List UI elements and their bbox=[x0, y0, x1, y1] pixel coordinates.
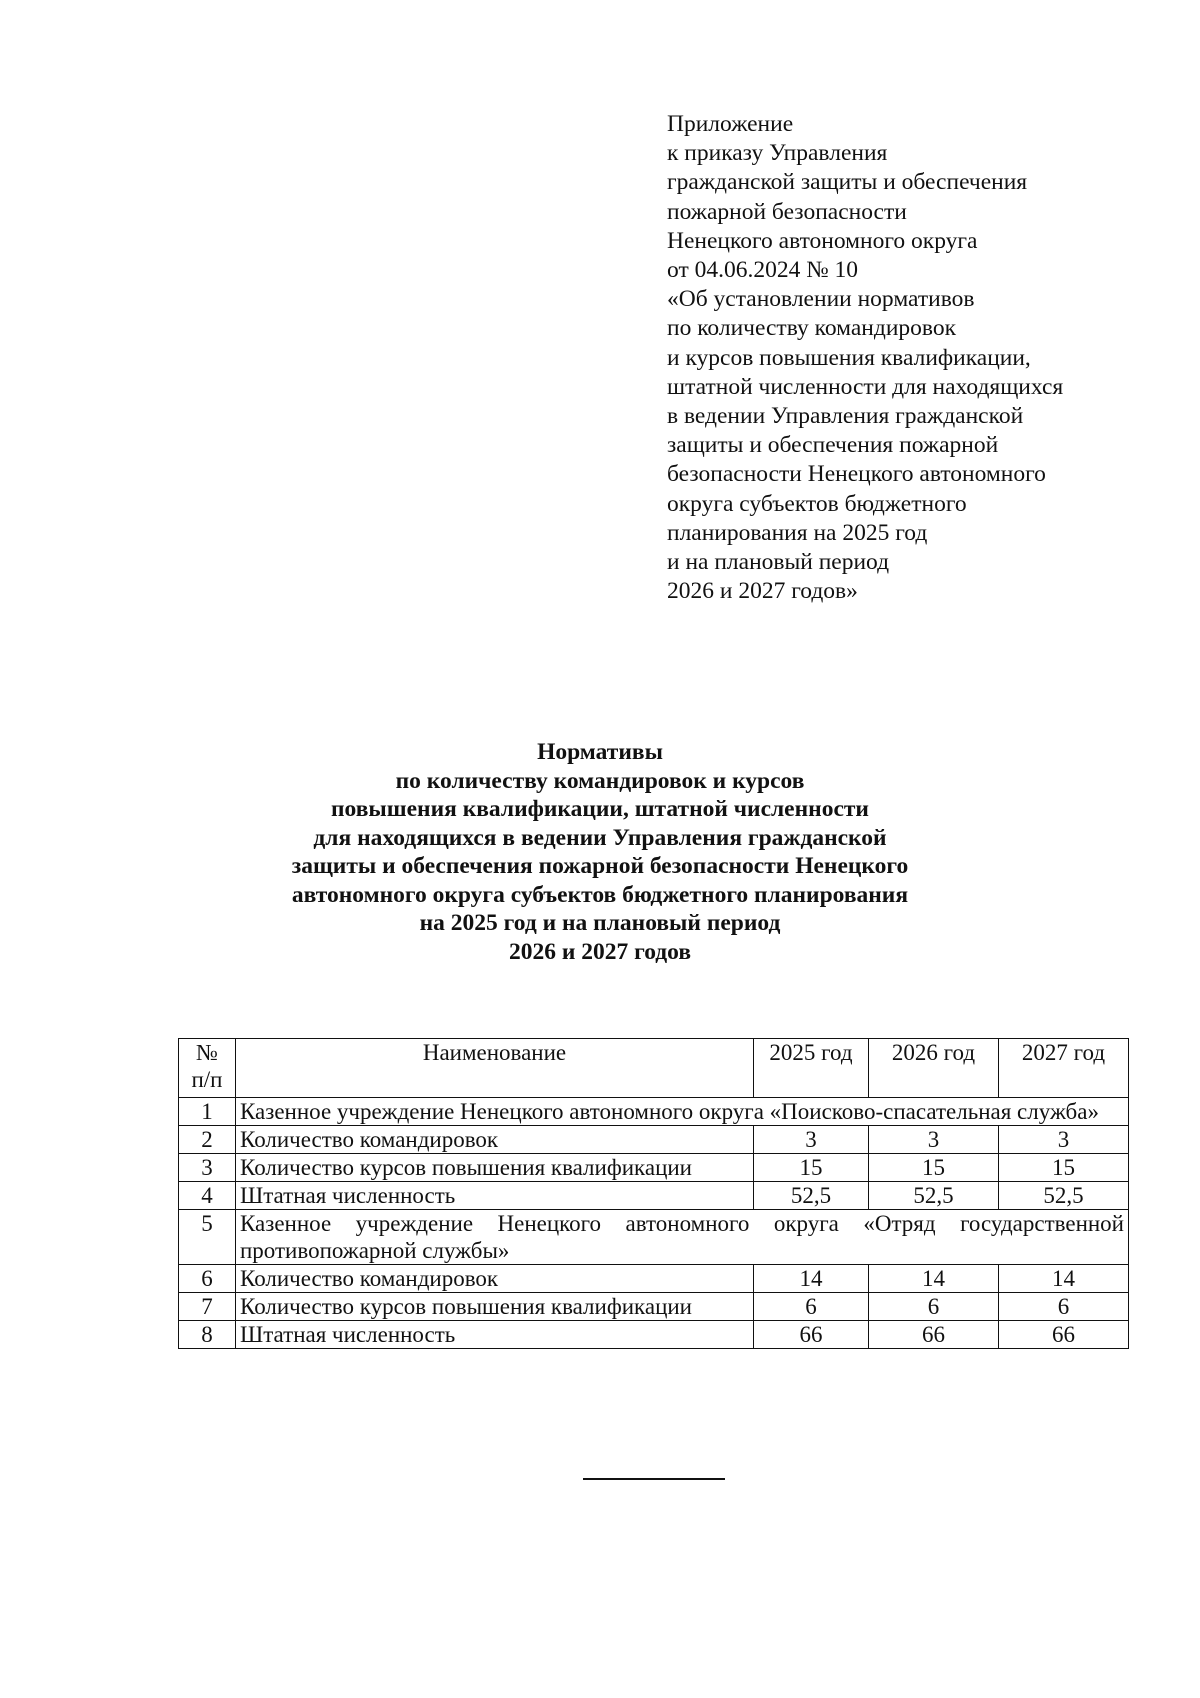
title-line: на 2025 год и на плановый период bbox=[419, 910, 781, 936]
row-num: 2 bbox=[179, 1126, 236, 1154]
row-institution-name: Казенное учреждение Ненецкого автономного округа «Отряд государственной противопожарной службы» bbox=[236, 1210, 1129, 1265]
row-value-2027: 3 bbox=[999, 1126, 1129, 1154]
appendix-line: планирования на 2025 год bbox=[667, 519, 928, 546]
row-num: 5 bbox=[179, 1210, 236, 1265]
row-value-2025: 14 bbox=[754, 1265, 869, 1293]
header-2027: 2027 год bbox=[999, 1039, 1129, 1098]
appendix-line: гражданской защиты и обеспечения bbox=[667, 169, 1028, 196]
row-name: Штатная численность bbox=[236, 1182, 754, 1210]
header-2026: 2026 год bbox=[869, 1039, 999, 1098]
row-name: Штатная численность bbox=[236, 1321, 754, 1349]
appendix-line: по количеству командировок bbox=[667, 315, 956, 342]
row-name: Количество командировок bbox=[236, 1265, 754, 1293]
appendix-line: штатной численности для находящихся bbox=[667, 373, 1064, 400]
table-row bbox=[179, 1098, 1129, 1126]
row-num: 6 bbox=[179, 1265, 236, 1293]
row-num: 3 bbox=[179, 1154, 236, 1182]
table-header-row bbox=[179, 1039, 1129, 1098]
title-line: по количеству командировок и курсов bbox=[395, 767, 805, 794]
appendix-line: Приложение bbox=[667, 111, 794, 137]
appendix-line: 2026 и 2027 годов» bbox=[667, 578, 858, 605]
row-name: Количество командировок bbox=[236, 1126, 754, 1154]
appendix-line: пожарной безопасности bbox=[667, 198, 907, 225]
appendix-block bbox=[667, 110, 1187, 606]
appendix-line: Ненецкого автономного округа bbox=[667, 227, 978, 254]
header-name: Наименование bbox=[236, 1039, 754, 1098]
row-value-2026: 6 bbox=[869, 1293, 999, 1321]
appendix-line: и курсов повышения квалификации, bbox=[667, 344, 1031, 371]
title-line: автономного округа субъектов бюджетного планирования bbox=[291, 881, 909, 908]
header-num bbox=[179, 1039, 236, 1098]
table-row bbox=[179, 1126, 1129, 1154]
header-num-line1: № bbox=[196, 1040, 218, 1065]
table-row bbox=[179, 1293, 1129, 1321]
row-value-2027: 14 bbox=[999, 1265, 1129, 1293]
table-row bbox=[179, 1265, 1129, 1293]
table-row bbox=[179, 1210, 1129, 1265]
appendix-line: «Об установлении нормативов bbox=[667, 286, 975, 313]
title-line: защиты и обеспечения пожарной безопасности Ненецкого bbox=[291, 853, 909, 879]
table-row bbox=[179, 1154, 1129, 1182]
row-value-2025: 66 bbox=[754, 1321, 869, 1349]
appendix-line: к приказу Управления bbox=[667, 140, 888, 167]
row-value-2026: 66 bbox=[869, 1321, 999, 1349]
row-value-2025: 15 bbox=[754, 1154, 869, 1182]
row-num: 1 bbox=[179, 1098, 236, 1126]
row-name: Количество курсов повышения квалификации bbox=[236, 1154, 754, 1182]
row-value-2026: 14 bbox=[869, 1265, 999, 1293]
closing-separator-line bbox=[583, 1478, 725, 1480]
row-value-2026: 15 bbox=[869, 1154, 999, 1182]
table-row bbox=[179, 1321, 1129, 1349]
title-line: 2026 и 2027 годов bbox=[508, 938, 692, 965]
row-value-2027: 6 bbox=[999, 1293, 1129, 1321]
row-name: Количество курсов повышения квалификации bbox=[236, 1293, 754, 1321]
appendix-line: безопасности Ненецкого автономного bbox=[667, 461, 1046, 488]
table-row bbox=[179, 1182, 1129, 1210]
header-num-line2: п/п bbox=[191, 1067, 223, 1092]
row-value-2025: 52,5 bbox=[754, 1182, 869, 1210]
row-institution-name: Казенное учреждение Ненецкого автономного округа «Поисково-спасательная служба» bbox=[236, 1098, 1129, 1126]
row-value-2027: 52,5 bbox=[999, 1182, 1129, 1210]
appendix-line: округа субъектов бюджетного bbox=[667, 490, 967, 517]
row-value-2025: 6 bbox=[754, 1293, 869, 1321]
document-title bbox=[100, 738, 1100, 966]
row-num: 7 bbox=[179, 1293, 236, 1321]
header-2025: 2025 год bbox=[754, 1039, 869, 1098]
row-value-2027: 15 bbox=[999, 1154, 1129, 1182]
row-num: 4 bbox=[179, 1182, 236, 1210]
row-value-2025: 3 bbox=[754, 1126, 869, 1154]
appendix-line: от 04.06.2024 № 10 bbox=[667, 257, 859, 284]
title-line: Нормативы bbox=[537, 739, 663, 765]
row-num: 8 bbox=[179, 1321, 236, 1349]
appendix-line: в ведении Управления гражданской bbox=[667, 403, 1024, 430]
row-value-2026: 52,5 bbox=[869, 1182, 999, 1210]
title-line: для находящихся в ведении Управления гражданской bbox=[313, 824, 887, 851]
norms-table bbox=[178, 1038, 1129, 1349]
row-value-2027: 66 bbox=[999, 1321, 1129, 1349]
row-value-2026: 3 bbox=[869, 1126, 999, 1154]
appendix-line: и на плановый период bbox=[667, 549, 890, 576]
appendix-line: защиты и обеспечения пожарной bbox=[667, 432, 999, 459]
title-line: повышения квалификации, штатной численности bbox=[331, 796, 869, 822]
